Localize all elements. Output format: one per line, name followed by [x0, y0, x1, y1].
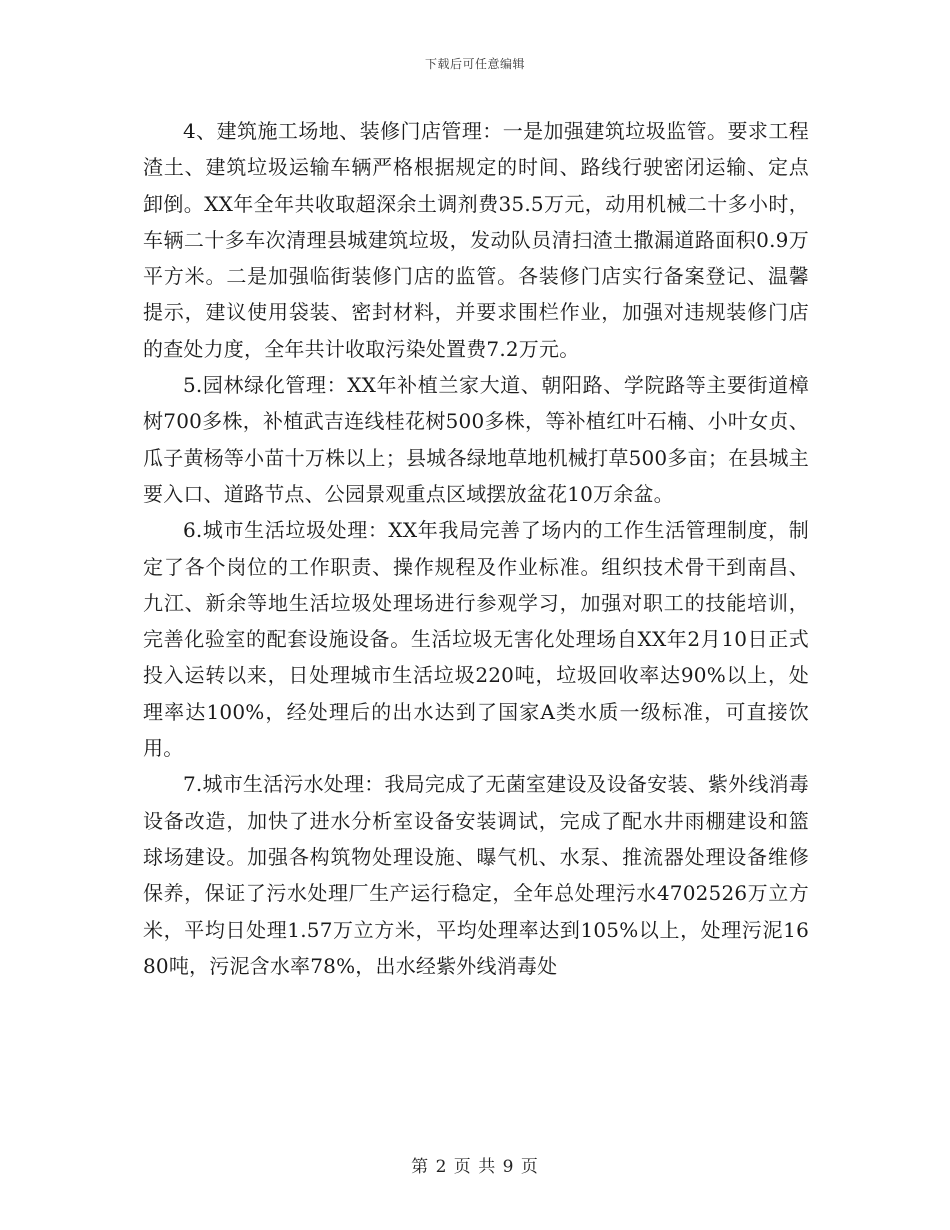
paragraph-construction-management: 4、建筑施工场地、装修门店管理：一是加强建筑垃圾监管。要求工程渣土、建筑垃圾运输车辆严格根据规定的时间、路线行驶密闭运输、定点卸倒。XX年全年共收取超深余土调剂费35.5万元，动用机械二十多小时，车辆二十多车次清理县城建筑垃圾，发动队员清扫渣土撒漏道路面积0.9万平方米。二是加强临街装修门店的监管。各装修门店实行备案登记、温馨提示，建议使用袋装、密封材料，并要求围栏作业，加强对违规装修门店的查处力度，全年共计收取污染处置费7.2万元。	[143, 119, 809, 361]
document-body	[143, 113, 809, 984]
paragraph-landscaping-management: 5.园林绿化管理：XX年补植兰家大道、朝阳路、学院路等主要街道樟树700多株，补植武吉连线桂花树500多株，等补植红叶石楠、小叶女贞、瓜子黄杨等小苗十万株以上；县城各绿地草地机械打草500多亩；在县城主要入口、道路节点、公园景观重点区域摆放盆花10万余盆。	[143, 373, 809, 506]
paragraph-garbage-treatment: 6.城市生活垃圾处理：XX年我局完善了场内的工作生活管理制度，制定了各个岗位的工作职责、操作规程及作业标准。组织技术骨干到南昌、九江、新余等地生活垃圾处理场进行参观学习，加强对职工的技能培训，完善化验室的配套设施设备。生活垃圾无害化处理场自XX年2月10日正式投入运转以来，日处理城市生活垃圾220吨，垃圾回收率达90%以上，处理率达100%，经处理后的出水达到了国家A类水质一级标准，可直接饮用。	[143, 518, 809, 761]
paragraph-sewage-treatment: 7.城市生活污水处理：我局完成了无菌室建设及设备安装、紫外线消毒设备改造，加快了进水分析室设备安装调试，完成了配水井雨棚建设和篮球场建设。加强各构筑物处理设施、曝气机、水泵、推流器处理设备维修保养，保证了污水处理厂生产运行稳定，全年总处理污水4702526万立方米，平均日处理1.57万立方米，平均处理率达到105%以上，处理污泥1680吨，污泥含水率78%，出水经紫外线消毒处	[143, 772, 809, 978]
page-header: 下载后可任意编辑	[424, 57, 525, 71]
page-number-footer: 第 2 页 共 9 页	[411, 1157, 539, 1177]
